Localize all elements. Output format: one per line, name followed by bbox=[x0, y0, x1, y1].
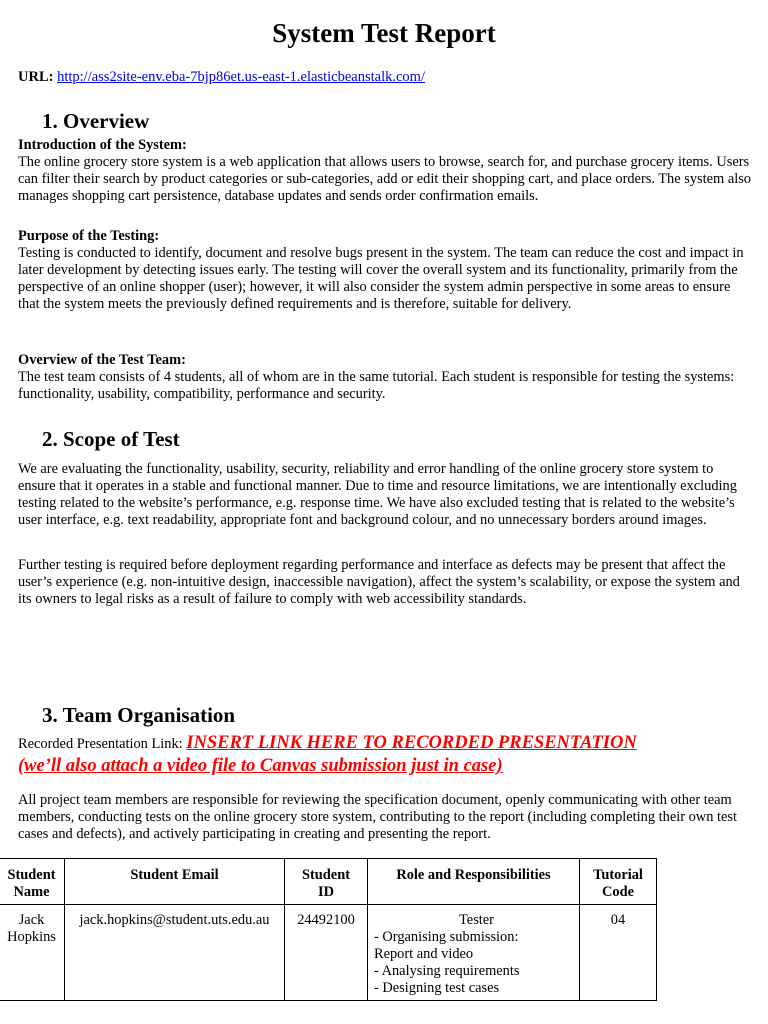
header-student-id bbox=[285, 859, 368, 905]
header-id-line1: Student bbox=[302, 867, 350, 883]
header-name-line2: Name bbox=[13, 884, 50, 900]
overview-heading: 1. Overview bbox=[42, 109, 150, 133]
team-table bbox=[0, 858, 657, 1001]
url-label: URL: bbox=[18, 69, 54, 85]
cell-student-id: 24492100 bbox=[285, 905, 368, 1001]
scope-para-2: Further testing is required before deployment regarding performance and interface as defects may be present that affect the user’s experience (e.g. non-intuitive design, inaccessible navigation), affect the system’s scalability, or expose the system and its owners to legal risks as a result of failure to comply with web accessibility standards. bbox=[18, 557, 740, 607]
scope-para-1: We are evaluating the functionality, usability, security, reliability and error handling of the online grocery store system to ensure that it operates in a stable and functional manner. Due to time and resource limitations, we are intentionally excluding testing related to the website’s performance, e.g. response time. We have also excluded testing that is related to the website’s user interface, e.g. text readability, appropriate font and background colour, and no unnecessary borders around images. bbox=[18, 461, 737, 528]
team-responsibility-text: All project team members are responsible for reviewing the specification document, openly communicating with other team members, conducting tests on the online grocery store system, contributing to the report (including completing their own test cases and defects), and actively participating in creating and presenting the report. bbox=[18, 792, 737, 842]
team-overview-text: The test team consists of 4 students, all of whom are in the same tutorial. Each student is responsible for testing the systems: functionality, usability, compatibility, performance and security. bbox=[18, 369, 735, 402]
responsibility-2: Report and video bbox=[374, 946, 474, 962]
cell-tutorial-code: 04 bbox=[580, 905, 657, 1001]
cell-student-email: jack.hopkins@student.uts.edu.au bbox=[65, 905, 285, 1001]
intro-label: Introduction of the System: bbox=[18, 137, 187, 153]
cell-role bbox=[368, 905, 580, 1001]
header-code-line1: Tutorial bbox=[593, 867, 643, 883]
team-overview-section bbox=[18, 352, 753, 403]
site-url-link[interactable]: http://ass2site-env.eba-7bjp86et.us-east-1.elasticbeanstalk.com/ bbox=[57, 69, 425, 85]
header-role: Role and Responsibilities bbox=[368, 859, 580, 905]
intro-text: The online grocery store system is a web application that allows users to browse, search for, and purchase grocery items. Users can filter their search by product categories or sub-categories, add or edit their shopping cart, and place orders. The system also manages shopping cart persistence, database updates and sends order confirmation emails. bbox=[18, 154, 751, 204]
presentation-link-line2: (we’ll also attach a video file to Canvas submission just in case) bbox=[18, 756, 503, 776]
presentation-line bbox=[18, 732, 753, 778]
header-tutorial-code bbox=[580, 859, 657, 905]
team-overview-label: Overview of the Test Team: bbox=[18, 352, 186, 368]
student-first-name: Jack bbox=[18, 912, 45, 928]
purpose-label: Purpose of the Testing: bbox=[18, 228, 160, 244]
presentation-link-line1: INSERT LINK HERE TO RECORDED PRESENTATION bbox=[186, 733, 637, 753]
document-title: System Test Report bbox=[272, 18, 496, 48]
header-student-email: Student Email bbox=[65, 859, 285, 905]
responsibility-1: - Organising submission: bbox=[374, 929, 519, 945]
url-line bbox=[18, 68, 425, 86]
role-title: Tester bbox=[459, 912, 494, 928]
presentation-label: Recorded Presentation Link: bbox=[18, 736, 183, 752]
student-last-name: Hopkins bbox=[7, 929, 56, 945]
scope-heading: 2. Scope of Test bbox=[42, 427, 180, 451]
header-code-line2: Code bbox=[602, 884, 634, 900]
header-name-line1: Student bbox=[7, 867, 56, 883]
cell-student-name bbox=[0, 905, 65, 1001]
header-id-line2: ID bbox=[318, 884, 334, 900]
intro-section bbox=[18, 137, 753, 205]
responsibility-3: - Analysing requirements bbox=[374, 963, 520, 979]
header-student-name bbox=[0, 859, 65, 905]
team-table-header-row bbox=[0, 859, 657, 905]
purpose-text: Testing is conducted to identify, document and resolve bugs present in the system. The team can reduce the cost and impact in later development by detecting issues early. The testing will cover the overall system and its functionality, primarily from the perspective of an online shopper (user); however, it will also consider the system admin perspective in some areas to ensure that the system meets the previously defined requirements and is therefore, suitable for delivery. bbox=[18, 245, 744, 312]
purpose-section bbox=[18, 228, 753, 313]
team-heading: 3. Team Organisation bbox=[42, 703, 236, 727]
responsibility-4: - Designing test cases bbox=[374, 980, 500, 996]
table-row bbox=[0, 905, 657, 1001]
